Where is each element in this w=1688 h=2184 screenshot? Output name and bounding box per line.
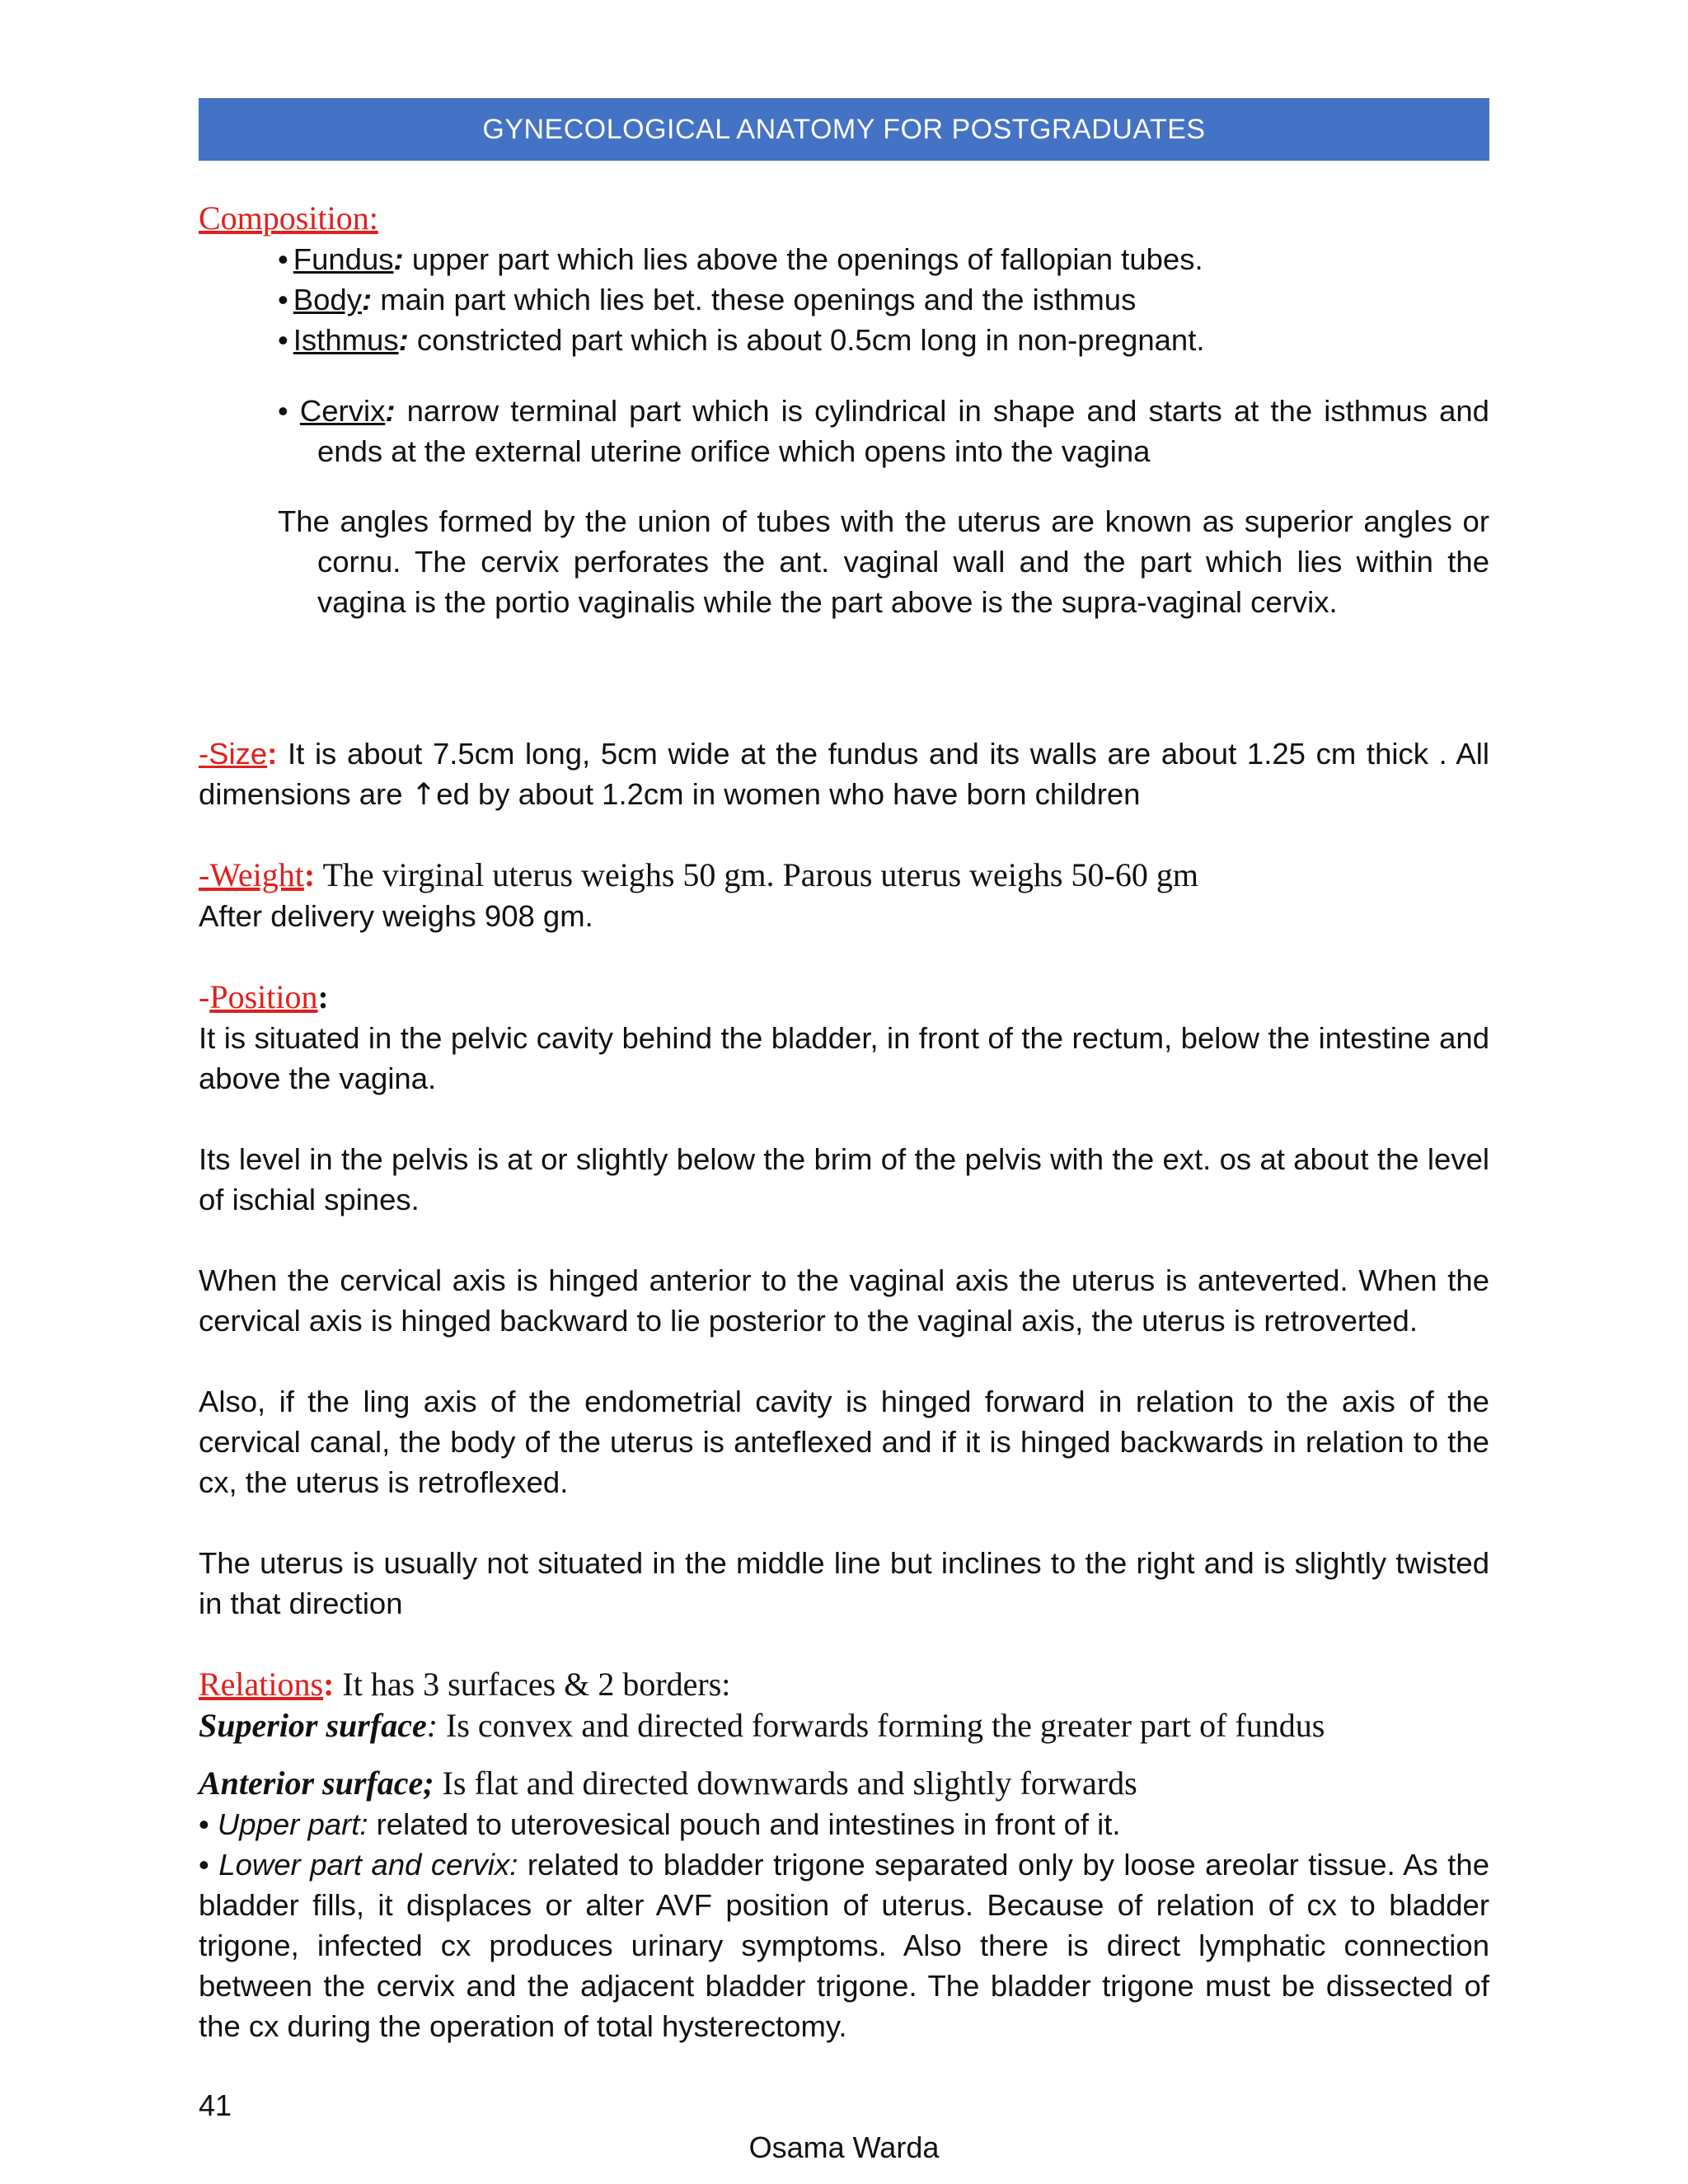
composition-item-cervix: • Cervix: narrow terminal part which is cylindrical in shape and starts at the isthmus and ends at the external uterine orifice which opens into the vagina <box>278 393 1489 468</box>
footer-author: Osama Warda <box>748 2130 940 2164</box>
page-number: 41 <box>199 2088 232 2122</box>
composition-item-isthmus: • Isthmus: constricted part which is about 0.5cm long in non-pregnant. <box>278 323 1205 357</box>
position-paragraph-3: When the cervical axis is hinged anterior to the vaginal axis the uterus is anteverted. When the cervical axis is hinged backward to lie posterior to the vaginal axis, the uterus is retroverted. <box>199 1263 1489 1338</box>
weight-label: -Weight <box>199 855 304 893</box>
size-label: -Size <box>199 736 268 771</box>
anterior-upper-part: • Upper part: related to uterovesical pouch and intestines in front of it. <box>199 1807 1121 1841</box>
header-title: GYNECOLOGICAL ANATOMY FOR POSTGRADUATES <box>482 114 1206 145</box>
anterior-lower-part: • Lower part and cervix: related to bladder trigone separated only by loose areolar tissue. As the bladder fills, it displaces or alter AVF position of uterus. Because of relation of cx to bladder trigone, infected cx produces urinary symptoms. Also there is direct lymphatic connection between the cervix and the adjacent bladder trigone. The bladder trigone must be dissected of the cx during the operation of total hysterectomy. <box>199 1847 1490 2043</box>
page-content <box>199 198 1489 2046</box>
composition-note: The angles formed by the union of tubes with the uterus are known as superior angles or cornu. The cervix perforates the ant. vaginal wall and the part which lies within the vagina is the portio vaginalis while the part above is the supra-vaginal cervix. <box>278 504 1489 619</box>
position-heading: -Position: <box>199 977 329 1015</box>
superior-surface: Superior surface: Is convex and directed forwards forming the greater part of fundus <box>199 1706 1325 1744</box>
relations-heading: Relations: It has 3 surfaces & 2 borders: <box>199 1665 731 1703</box>
anterior-surface: Anterior surface; Is flat and directed downwards and slightly forwards <box>199 1764 1137 1802</box>
composition-item-body: • Body: main part which lies bet. these openings and the isthmus <box>278 283 1137 316</box>
page-header <box>199 98 1489 161</box>
composition-item-fundus: • Fundus: upper part which lies above the openings of fallopian tubes. <box>278 242 1203 276</box>
position-paragraph-5: The uterus is usually not situated in the middle line but inclines to the right and is slightly twisted in that direction <box>199 1545 1489 1620</box>
weight-paragraph: -Weight: The virginal uterus weighs 50 gm. Parous uterus weighs 50-60 gm <box>199 855 1198 893</box>
position-paragraph-1: It is situated in the pelvic cavity behind the bladder, in front of the rectum, below the intestine and above the vagina. <box>199 1020 1489 1095</box>
position-paragraph-2: Its level in the pelvis is at or slightly below the brim of the pelvis with the ext. os at about the level of ischial spines. <box>199 1141 1489 1216</box>
composition-heading: Composition: <box>199 199 378 237</box>
increase-arrow-icon: ↑ <box>410 776 437 812</box>
weight-after-delivery: After delivery weighs 908 gm. <box>199 898 593 933</box>
size-paragraph: -Size: It is about 7.5cm long, 5cm wide at the fundus and its walls are about 1.25 cm thick . All dimensions are ↑ed by about 1.2cm in women who have born children <box>199 736 1489 812</box>
position-paragraph-4: Also, if the ling axis of the endometrial cavity is hinged forward in relation to the axis of the cervical canal, the body of the uterus is anteflexed and if it is hinged backwards in relation to the cx, the uterus is retroflexed. <box>199 1384 1489 1499</box>
